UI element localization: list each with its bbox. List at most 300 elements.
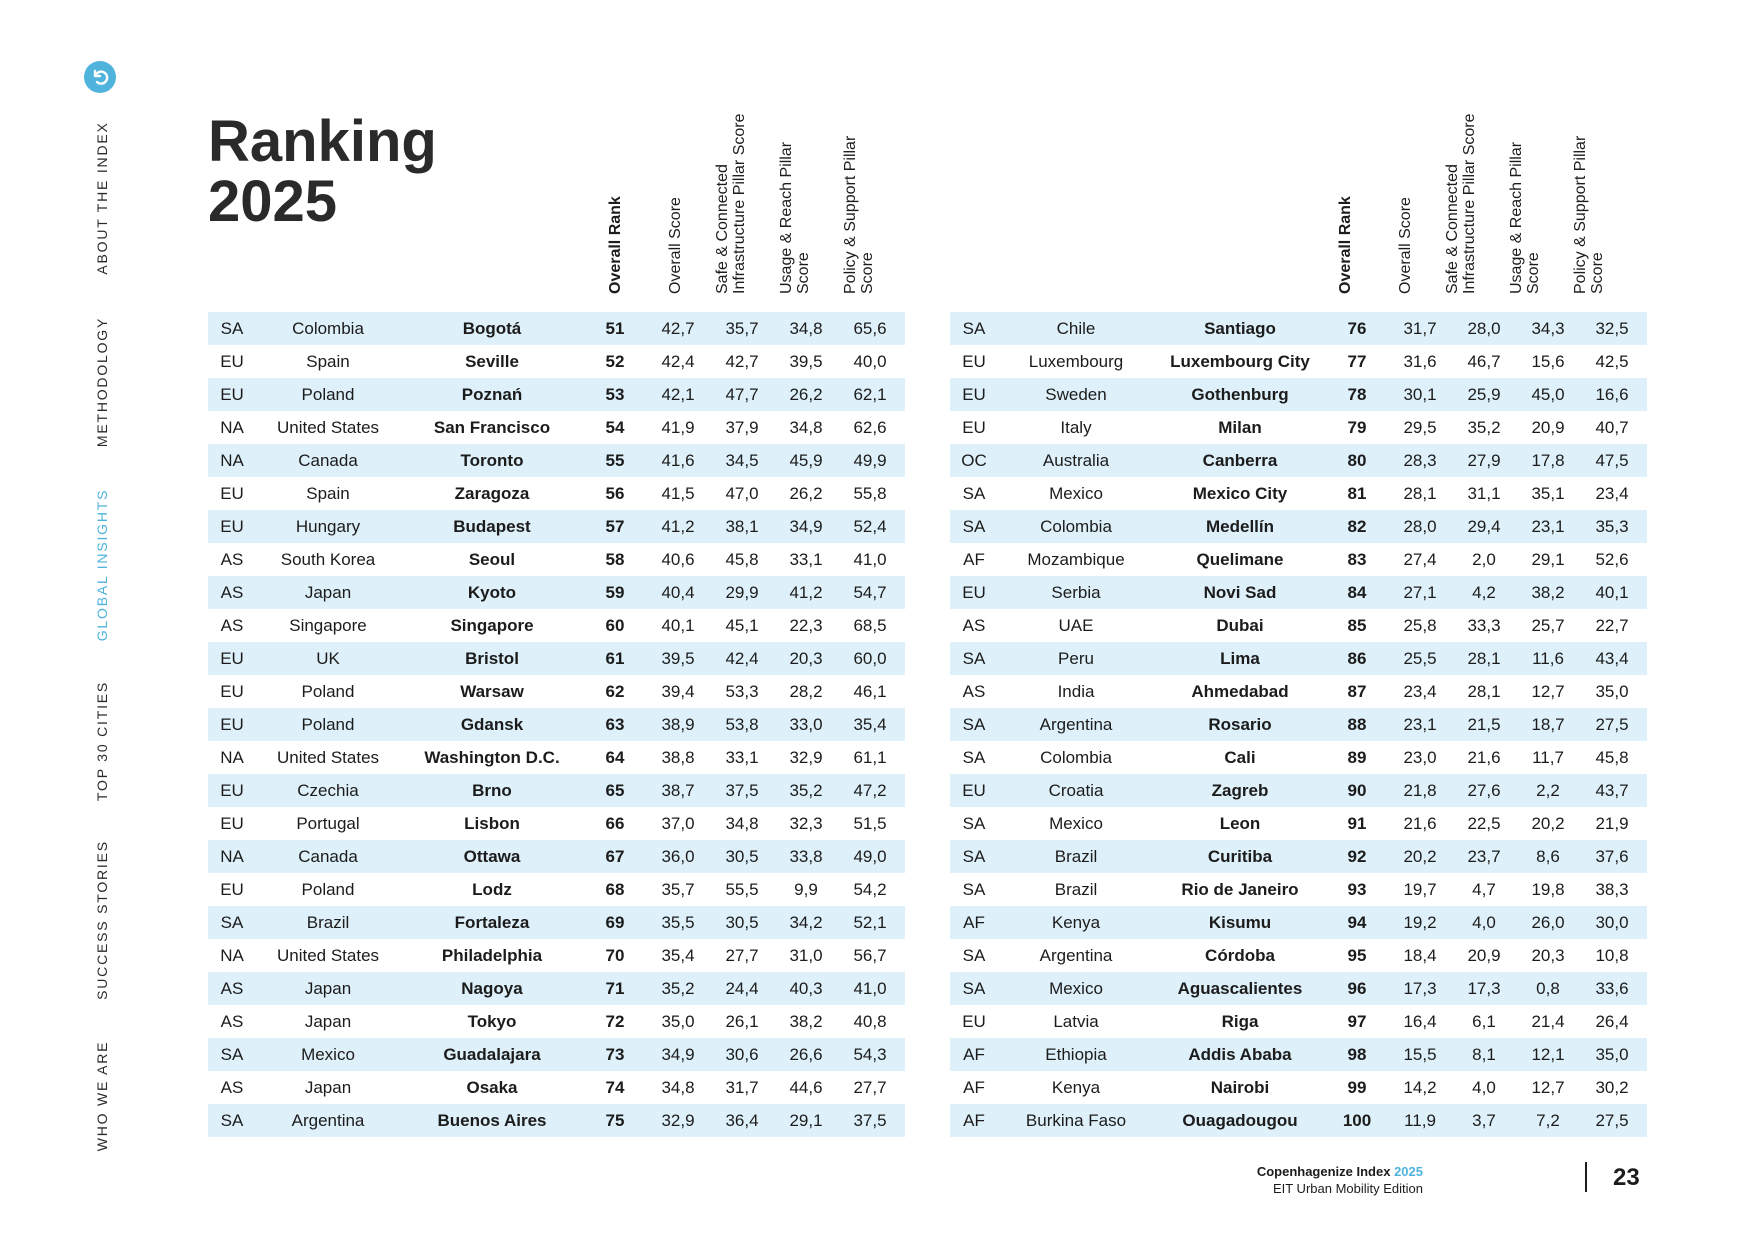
cell-country: Mozambique — [1027, 549, 1125, 569]
table-row — [950, 939, 1647, 972]
cell-country: Mexico — [301, 1044, 355, 1064]
cell-rank: 87 — [1347, 681, 1367, 701]
cell-policy-score: 35,4 — [853, 714, 887, 734]
cell-policy-score: 35,0 — [1595, 681, 1629, 701]
cell-infrastructure-score: 4,0 — [1472, 912, 1496, 932]
cell-rank: 72 — [605, 1011, 625, 1031]
cell-overall-score: 37,0 — [661, 813, 695, 833]
cell-country: Mexico — [1049, 813, 1103, 833]
cell-infrastructure-score: 55,5 — [725, 879, 759, 899]
cell-infrastructure-score: 22,5 — [1467, 813, 1501, 833]
cell-region: AS — [220, 582, 244, 602]
cell-infrastructure-score: 34,8 — [725, 813, 759, 833]
cell-city: Kyoto — [467, 582, 517, 602]
header-overall-score: Overall Score — [1397, 197, 1414, 294]
cell-overall-score: 41,9 — [661, 417, 695, 437]
cell-rank: 52 — [605, 351, 625, 371]
cell-region: SA — [962, 318, 986, 338]
cell-country: Colombia — [1040, 747, 1112, 767]
header-overall-rank: Overall Rank — [607, 196, 624, 294]
cell-policy-score: 60,0 — [853, 648, 887, 668]
cell-rank: 84 — [1347, 582, 1367, 602]
cell-policy-score: 30,0 — [1595, 912, 1629, 932]
cell-rank: 97 — [1347, 1011, 1367, 1031]
cell-overall-score: 34,9 — [661, 1044, 695, 1064]
cell-overall-score: 31,6 — [1403, 351, 1437, 371]
table-row — [950, 708, 1647, 741]
cell-overall-score: 39,4 — [661, 681, 695, 701]
header-overall-score: Overall Score — [667, 197, 684, 294]
table-row — [208, 939, 905, 972]
cell-rank: 83 — [1347, 549, 1367, 569]
table-row — [950, 675, 1647, 708]
cell-region: EU — [220, 351, 244, 371]
cell-region: EU — [220, 780, 244, 800]
cell-country: Luxembourg — [1028, 351, 1124, 371]
cell-rank: 75 — [605, 1110, 625, 1130]
cell-overall-score: 15,5 — [1403, 1044, 1437, 1064]
cell-usage-score: 19,8 — [1531, 879, 1565, 899]
cell-rank: 94 — [1347, 912, 1367, 932]
cell-infrastructure-score: 37,5 — [725, 780, 759, 800]
cell-usage-score: 12,1 — [1531, 1044, 1565, 1064]
cell-policy-score: 21,9 — [1595, 813, 1629, 833]
cell-overall-score: 25,5 — [1403, 648, 1437, 668]
nav-who-we-are[interactable]: WHO WE ARE — [94, 1040, 110, 1152]
cell-country: United States — [276, 417, 380, 437]
footer-divider — [1585, 1162, 1587, 1192]
cell-rank: 100 — [1342, 1110, 1372, 1130]
table-row — [208, 675, 905, 708]
cell-usage-score: 20,2 — [1531, 813, 1565, 833]
cell-rank: 61 — [605, 648, 625, 668]
cell-region: EU — [220, 516, 244, 536]
cell-city: Dubai — [1216, 615, 1264, 635]
cell-policy-score: 51,5 — [853, 813, 887, 833]
cell-usage-score: 41,2 — [789, 582, 823, 602]
cell-policy-score: 43,7 — [1595, 780, 1629, 800]
cell-usage-score: 11,6 — [1532, 648, 1564, 668]
cell-country: Argentina — [291, 1110, 365, 1130]
cell-city: Toronto — [460, 450, 524, 470]
table-row — [950, 312, 1647, 345]
cell-policy-score: 47,5 — [1595, 450, 1629, 470]
cell-country: Singapore — [289, 615, 367, 635]
cell-rank: 66 — [605, 813, 625, 833]
cell-usage-score: 31,0 — [789, 945, 823, 965]
cell-country: Mexico — [1049, 483, 1103, 503]
cell-infrastructure-score: 17,3 — [1467, 978, 1501, 998]
cell-country: Argentina — [1039, 714, 1113, 734]
nav-success-stories[interactable]: SUCCESS STORIES — [94, 840, 110, 1000]
cell-country: Poland — [301, 384, 355, 404]
cell-overall-score: 28,0 — [1403, 516, 1437, 536]
table-row — [208, 312, 905, 345]
cell-city: Ahmedabad — [1191, 681, 1289, 701]
cell-region: SA — [962, 978, 986, 998]
cell-infrastructure-score: 46,7 — [1467, 351, 1501, 371]
nav-about-the-index[interactable]: ABOUT THE INDEX — [94, 121, 110, 275]
cell-overall-score: 27,4 — [1403, 549, 1437, 569]
cell-country: Japan — [304, 978, 352, 998]
cell-infrastructure-score: 53,3 — [725, 681, 759, 701]
cell-overall-score: 21,8 — [1403, 780, 1437, 800]
cell-usage-score: 38,2 — [1531, 582, 1565, 602]
cell-policy-score: 55,8 — [853, 483, 887, 503]
cell-infrastructure-score: 38,1 — [725, 516, 759, 536]
cell-city: Zaragoza — [454, 483, 530, 503]
cell-usage-score: 12,7 — [1531, 681, 1565, 701]
cell-overall-score: 19,2 — [1403, 912, 1437, 932]
cell-infrastructure-score: 21,6 — [1467, 747, 1501, 767]
cell-city: Santiago — [1204, 318, 1276, 338]
cell-city: Ottawa — [463, 846, 521, 866]
cell-usage-score: 15,6 — [1531, 351, 1565, 371]
cell-overall-score: 34,8 — [661, 1077, 695, 1097]
cell-policy-score: 30,2 — [1595, 1077, 1629, 1097]
table-row — [208, 642, 905, 675]
header-usage-score: Usage & Reach Pillar Score — [1508, 141, 1542, 294]
cell-rank: 76 — [1347, 318, 1367, 338]
cell-region: EU — [220, 384, 244, 404]
cell-usage-score: 26,0 — [1531, 912, 1565, 932]
table-row — [950, 609, 1647, 642]
cell-rank: 73 — [605, 1044, 625, 1064]
cell-policy-score: 27,7 — [853, 1077, 887, 1097]
cell-policy-score: 52,4 — [853, 516, 887, 536]
cell-country: Portugal — [296, 813, 360, 833]
cell-policy-score: 54,3 — [853, 1044, 887, 1064]
cell-country: Sweden — [1045, 384, 1107, 404]
cell-region: SA — [962, 813, 986, 833]
cell-overall-score: 42,7 — [661, 318, 695, 338]
cell-region: AS — [220, 549, 244, 569]
cell-usage-score: 45,0 — [1531, 384, 1565, 404]
table-row — [208, 345, 905, 378]
nav-top-30-cities[interactable]: TOP 30 CITIES — [94, 680, 110, 802]
cell-region: AS — [962, 681, 986, 701]
cell-overall-score: 30,1 — [1403, 384, 1437, 404]
cell-policy-score: 33,6 — [1595, 978, 1629, 998]
table-row — [950, 873, 1647, 906]
cell-region: SA — [962, 945, 986, 965]
cell-region: NA — [220, 846, 244, 866]
cell-region: SA — [962, 747, 986, 767]
cell-policy-score: 54,7 — [853, 582, 887, 602]
cell-infrastructure-score: 27,6 — [1467, 780, 1501, 800]
cell-overall-score: 14,2 — [1403, 1077, 1437, 1097]
cell-region: EU — [220, 813, 244, 833]
cell-policy-score: 35,0 — [1595, 1044, 1629, 1064]
cell-city: Kisumu — [1208, 912, 1272, 932]
cell-rank: 65 — [605, 780, 625, 800]
cell-city: Luxembourg City — [1170, 351, 1310, 371]
page-number: 23 — [1613, 1164, 1640, 1191]
back-button[interactable] — [84, 61, 116, 93]
cell-country: Italy — [1060, 417, 1092, 437]
cell-city: Singapore — [450, 615, 534, 635]
cell-usage-score: 35,1 — [1531, 483, 1565, 503]
table-row — [208, 378, 905, 411]
cell-rank: 64 — [605, 747, 625, 767]
table-row — [950, 543, 1647, 576]
cell-rank: 92 — [1347, 846, 1367, 866]
cell-overall-score: 39,5 — [661, 648, 695, 668]
cell-region: SA — [962, 846, 986, 866]
cell-usage-score: 29,1 — [1531, 549, 1565, 569]
cell-usage-score: 26,6 — [789, 1044, 823, 1064]
cell-city: Mexico City — [1192, 483, 1288, 503]
cell-country: Japan — [304, 582, 352, 602]
cell-country: Canada — [298, 846, 358, 866]
cell-region: EU — [220, 681, 244, 701]
cell-infrastructure-score: 28,1 — [1467, 648, 1501, 668]
cell-overall-score: 35,0 — [661, 1011, 695, 1031]
cell-country: UAE — [1058, 615, 1094, 635]
cell-usage-score: 17,8 — [1531, 450, 1565, 470]
cell-overall-score: 40,4 — [661, 582, 695, 602]
cell-country: Spain — [306, 483, 350, 503]
cell-policy-score: 47,2 — [853, 780, 887, 800]
cell-infrastructure-score: 42,7 — [725, 351, 759, 371]
cell-policy-score: 49,0 — [853, 846, 887, 866]
cell-usage-score: 20,9 — [1531, 417, 1565, 437]
cell-city: Addis Ababa — [1188, 1044, 1292, 1064]
cell-country: Serbia — [1051, 582, 1101, 602]
cell-rank: 79 — [1347, 417, 1367, 437]
cell-infrastructure-score: 42,4 — [725, 648, 759, 668]
cell-usage-score: 7,2 — [1536, 1110, 1560, 1130]
cell-policy-score: 61,1 — [853, 747, 887, 767]
cell-usage-score: 38,2 — [789, 1011, 823, 1031]
cell-country: Japan — [304, 1011, 352, 1031]
cell-infrastructure-score: 21,5 — [1467, 714, 1501, 734]
cell-overall-score: 17,3 — [1403, 978, 1437, 998]
table-row — [950, 1005, 1647, 1038]
cell-city: Nairobi — [1210, 1077, 1270, 1097]
cell-country: Chile — [1056, 318, 1096, 338]
cell-policy-score: 35,3 — [1595, 516, 1629, 536]
cell-usage-score: 21,4 — [1531, 1011, 1565, 1031]
cell-usage-score: 22,3 — [789, 615, 823, 635]
cell-policy-score: 40,8 — [853, 1011, 887, 1031]
table-row — [208, 840, 905, 873]
cell-policy-score: 40,7 — [1595, 417, 1629, 437]
cell-region: AF — [963, 912, 985, 932]
header-infrastructure-score: Safe & Connected Infrastructure Pillar Score — [714, 113, 748, 294]
cell-country: Australia — [1042, 450, 1110, 470]
cell-policy-score: 46,1 — [853, 681, 887, 701]
cell-usage-score: 20,3 — [1531, 945, 1565, 965]
table-row — [950, 1038, 1647, 1071]
cell-infrastructure-score: 20,9 — [1467, 945, 1501, 965]
cell-policy-score: 54,2 — [853, 879, 887, 899]
table-row — [208, 510, 905, 543]
cell-policy-score: 52,6 — [1595, 549, 1629, 569]
cell-rank: 62 — [605, 681, 625, 701]
table-row — [950, 477, 1647, 510]
cell-infrastructure-score: 31,7 — [725, 1077, 759, 1097]
cell-rank: 88 — [1347, 714, 1367, 734]
cell-region: NA — [220, 450, 244, 470]
cell-region: OC — [961, 450, 987, 470]
cell-policy-score: 45,8 — [1595, 747, 1629, 767]
cell-overall-score: 36,0 — [661, 846, 695, 866]
cell-policy-score: 32,5 — [1595, 318, 1629, 338]
cell-infrastructure-score: 4,7 — [1472, 879, 1496, 899]
table-row — [950, 576, 1647, 609]
cell-region: NA — [220, 417, 244, 437]
cell-region: AS — [220, 615, 244, 635]
cell-policy-score: 16,6 — [1595, 384, 1629, 404]
cell-policy-score: 23,4 — [1595, 483, 1629, 503]
cell-infrastructure-score: 35,7 — [725, 318, 759, 338]
cell-rank: 89 — [1347, 747, 1367, 767]
cell-policy-score: 62,1 — [853, 384, 887, 404]
cell-region: AS — [220, 1077, 244, 1097]
cell-policy-score: 37,6 — [1595, 846, 1629, 866]
cell-region: EU — [962, 780, 986, 800]
cell-usage-score: 26,2 — [789, 384, 823, 404]
cell-rank: 90 — [1347, 780, 1367, 800]
cell-overall-score: 23,1 — [1403, 714, 1437, 734]
cell-usage-score: 40,3 — [789, 978, 823, 998]
table-row — [208, 906, 905, 939]
cell-usage-score: 25,7 — [1531, 615, 1565, 635]
cell-region: EU — [962, 384, 986, 404]
cell-infrastructure-score: 33,3 — [1467, 615, 1501, 635]
table-row — [208, 774, 905, 807]
table-row — [950, 774, 1647, 807]
cell-policy-score: 42,5 — [1595, 351, 1629, 371]
cell-rank: 70 — [605, 945, 625, 965]
cell-region: SA — [962, 648, 986, 668]
cell-usage-score: 12,7 — [1531, 1077, 1565, 1097]
cell-usage-score: 28,2 — [789, 681, 823, 701]
cell-country: Argentina — [1039, 945, 1113, 965]
cell-infrastructure-score: 31,1 — [1467, 483, 1501, 503]
cell-rank: 69 — [605, 912, 625, 932]
cell-rank: 99 — [1347, 1077, 1367, 1097]
cell-usage-score: 34,2 — [789, 912, 823, 932]
cell-rank: 74 — [605, 1077, 625, 1097]
cell-overall-score: 23,0 — [1403, 747, 1437, 767]
cell-usage-score: 11,7 — [1532, 747, 1564, 767]
cell-overall-score: 42,1 — [661, 384, 695, 404]
cell-country: Brazil — [1054, 879, 1098, 899]
table-row — [208, 741, 905, 774]
cell-policy-score: 40,1 — [1595, 582, 1629, 602]
cell-country: Kenya — [1051, 912, 1101, 932]
cell-country: Brazil — [306, 912, 350, 932]
nav-methodology[interactable]: METHODOLOGY — [94, 316, 110, 448]
table-row — [208, 1071, 905, 1104]
cell-overall-score: 42,4 — [661, 351, 695, 371]
table-row — [208, 609, 905, 642]
cell-city: Gdansk — [460, 714, 524, 734]
cell-rank: 53 — [605, 384, 625, 404]
cell-infrastructure-score: 36,4 — [725, 1110, 759, 1130]
cell-country: Hungary — [295, 516, 361, 536]
cell-region: AF — [963, 1044, 985, 1064]
cell-overall-score: 35,2 — [661, 978, 695, 998]
cell-region: EU — [220, 714, 244, 734]
cell-city: Zagreb — [1211, 780, 1269, 800]
cell-usage-score: 8,6 — [1536, 846, 1560, 866]
cell-policy-score: 10,8 — [1595, 945, 1629, 965]
table-row — [950, 510, 1647, 543]
cell-infrastructure-score: 3,7 — [1472, 1110, 1496, 1130]
cell-overall-score: 35,7 — [661, 879, 695, 899]
cell-overall-score: 28,1 — [1403, 483, 1437, 503]
cell-rank: 51 — [605, 318, 625, 338]
cell-country: Mexico — [1049, 978, 1103, 998]
cell-city: Budapest — [453, 516, 531, 536]
cell-overall-score: 19,7 — [1403, 879, 1437, 899]
cell-region: AS — [220, 1011, 244, 1031]
cell-city: Medellín — [1205, 516, 1274, 536]
nav-global-insights[interactable]: GLOBAL INSIGHTS — [94, 488, 110, 642]
ranking-table-right — [950, 312, 1647, 1137]
cell-policy-score: 68,5 — [853, 615, 887, 635]
cell-region: EU — [962, 1011, 986, 1031]
table-row — [208, 477, 905, 510]
cell-usage-score: 20,3 — [789, 648, 823, 668]
ranking-table-left — [208, 312, 905, 1137]
cell-infrastructure-score: 30,6 — [725, 1044, 759, 1064]
cell-overall-score: 18,4 — [1403, 945, 1437, 965]
cell-country: Canada — [298, 450, 358, 470]
cell-rank: 67 — [605, 846, 625, 866]
cell-rank: 77 — [1347, 351, 1367, 371]
table-row — [950, 444, 1647, 477]
cell-country: Burkina Faso — [1025, 1110, 1127, 1130]
cell-rank: 95 — [1347, 945, 1367, 965]
cell-overall-score: 41,2 — [661, 516, 695, 536]
cell-infrastructure-score: 27,9 — [1467, 450, 1501, 470]
cell-city: Brno — [472, 780, 512, 800]
cell-policy-score: 22,7 — [1595, 615, 1629, 635]
cell-policy-score: 38,3 — [1595, 879, 1629, 899]
cell-infrastructure-score: 35,2 — [1467, 417, 1501, 437]
cell-city: Canberra — [1202, 450, 1278, 470]
cell-city: Bristol — [465, 648, 519, 668]
cell-city: Quelimane — [1196, 549, 1284, 569]
cell-rank: 54 — [605, 417, 625, 437]
cell-city: Lodz — [472, 879, 512, 899]
cell-rank: 85 — [1347, 615, 1367, 635]
cell-overall-score: 29,5 — [1403, 417, 1437, 437]
cell-overall-score: 38,7 — [661, 780, 695, 800]
cell-infrastructure-score: 4,0 — [1472, 1077, 1496, 1097]
cell-infrastructure-score: 29,4 — [1467, 516, 1501, 536]
cell-usage-score: 33,1 — [789, 549, 823, 569]
cell-usage-score: 2,2 — [1536, 780, 1560, 800]
table-row — [950, 411, 1647, 444]
cell-infrastructure-score: 4,2 — [1472, 582, 1496, 602]
cell-overall-score: 25,8 — [1403, 615, 1437, 635]
cell-usage-score: 29,1 — [789, 1110, 823, 1130]
cell-policy-score: 27,5 — [1595, 1110, 1629, 1130]
cell-city: Philadelphia — [441, 945, 543, 965]
cell-infrastructure-score: 28,0 — [1467, 318, 1501, 338]
cell-usage-score: 33,8 — [789, 846, 823, 866]
cell-city: Cali — [1224, 747, 1256, 767]
cell-infrastructure-score: 47,7 — [725, 384, 759, 404]
cell-usage-score: 35,2 — [789, 780, 823, 800]
cell-country: India — [1057, 681, 1095, 701]
table-row — [208, 1005, 905, 1038]
